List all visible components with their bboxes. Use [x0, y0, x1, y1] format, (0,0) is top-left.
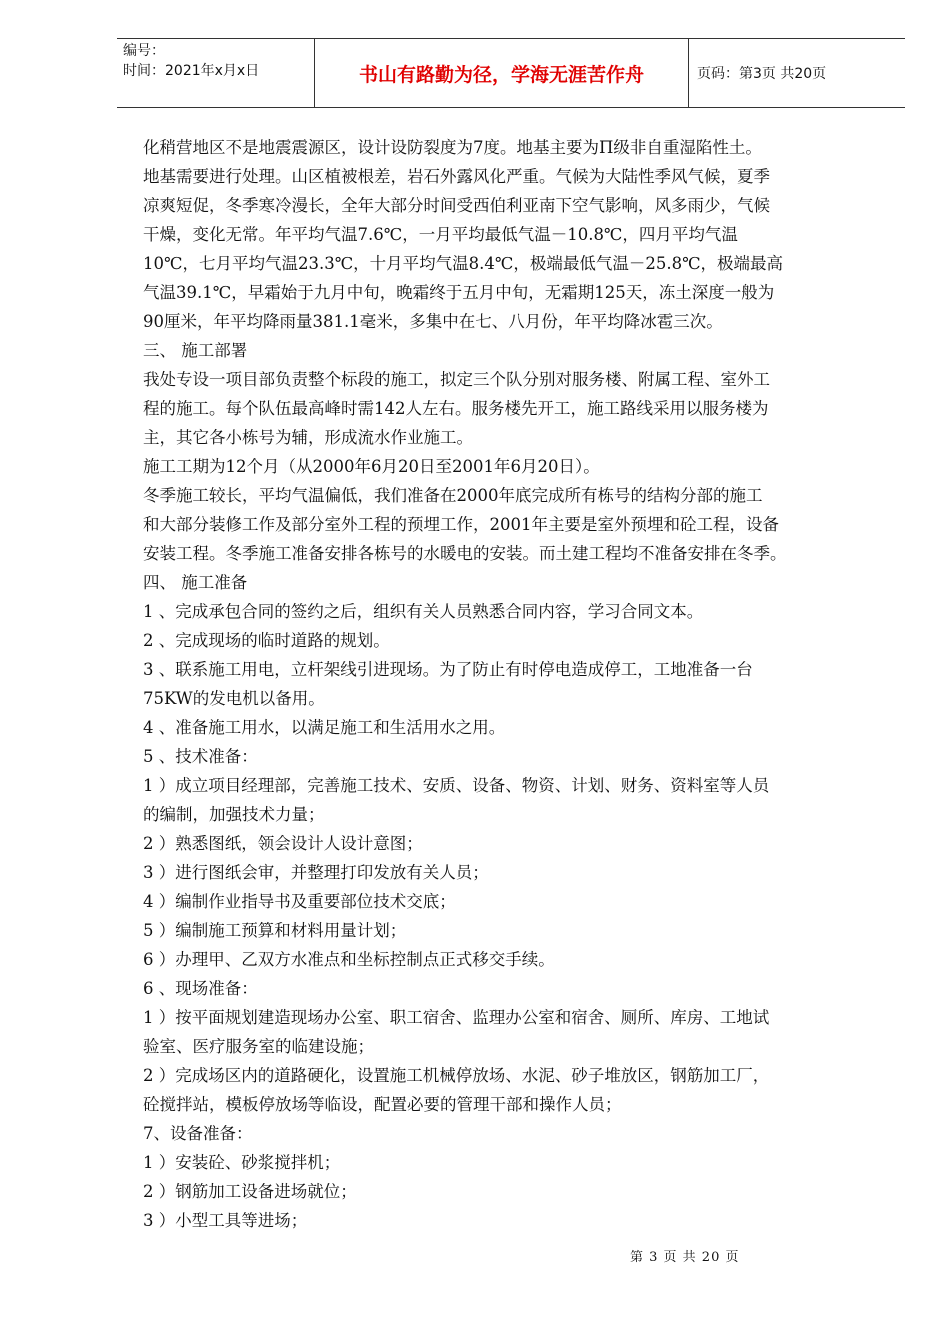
- text-line: 1 ）安装砼、砂浆搅拌机；: [143, 1153, 341, 1172]
- text-line: 施工工期为12个月（从2000年6月20日至2001年6月20日）。: [143, 457, 600, 476]
- text-line: 75KW的发电机以备用。: [143, 689, 325, 708]
- text-line: 安装工程。冬季施工准备安排各栋号的水暖电的安装。而土建工程均不准备安排在冬季。: [143, 544, 787, 563]
- text-line: 我处专设一项目部负责整个标段的施工，拟定三个队分别对服务楼、附属工程、室外工: [143, 370, 770, 389]
- text-line: 1 ）成立项目经理部，完善施工技术、安质、设备、物资、计划、财务、资料室等人员: [143, 776, 770, 795]
- text-line: 程的施工。每个队伍最高峰时需142人左右。服务楼先开工，施工路线采用以服务楼为: [143, 399, 769, 418]
- text-line: 7、设备准备：: [143, 1124, 253, 1143]
- section-heading: 三、 施工部署: [143, 341, 248, 360]
- text-line: 10℃，七月平均气温23.3℃，十月平均气温8.4℃，极端最低气温－25.8℃，极端最高: [143, 254, 784, 273]
- text-line: 和大部分装修工作及部分室外工程的预埋工作，2001年主要是室外预埋和砼工程，设备: [143, 515, 779, 534]
- text-line: 验室、医疗服务室的临建设施；: [143, 1037, 374, 1056]
- text-line: 地基需要进行处理。山区植被根差，岩石外露风化严重。气候为大陆性季风气候，夏季: [143, 167, 770, 186]
- text-line: 5 ）编制施工预算和材料用量计划；: [143, 921, 407, 940]
- text-line: 的编制，加强技术力量；: [143, 805, 325, 824]
- text-line: 2 ）钢筋加工设备进场就位；: [143, 1182, 357, 1201]
- document-body: [143, 133, 888, 1235]
- text-line: 3 ）进行图纸会审，并整理打印发放有关人员；: [143, 863, 489, 882]
- text-line: 2 ）熟悉图纸，领会设计人设计意图；: [143, 834, 423, 853]
- text-line: 6 、现场准备：: [143, 979, 258, 998]
- page-footer: 第 3 页 共 20 页: [630, 1250, 740, 1265]
- text-line: 主，其它各小栋号为辅，形成流水作业施工。: [143, 428, 473, 447]
- text-line: 90厘米，年平均降雨量381.1毫米，多集中在七、八月份，年平均降冰雹三次。: [143, 312, 723, 331]
- text-line: 2 ）完成场区内的道路硬化，设置施工机械停放场、水泥、砂子堆放区，钢筋加工厂，: [143, 1066, 770, 1085]
- text-line: 3 ）小型工具等进场；: [143, 1211, 308, 1230]
- number-label: 编号：: [123, 43, 165, 59]
- text-line: 1 ）按平面规划建造现场办公室、职工宿舍、监理办公室和宿舍、厕所、库房、工地试: [143, 1008, 770, 1027]
- text-line: 化稍营地区不是地震震源区，设计设防裂度为7度。地基主要为Π级非自重湿陷性土。: [143, 138, 762, 157]
- text-line: 4 、准备施工用水，以满足施工和生活用水之用。: [143, 718, 506, 737]
- text-line: 干燥，变化无常。年平均气温7.6℃，一月平均最低气温－10.8℃，四月平均气温: [143, 225, 738, 244]
- text-line: 砼搅拌站，模板停放场等临设，配置必要的管理干部和操作人员；: [143, 1095, 622, 1114]
- section-heading: 四、 施工准备: [143, 573, 248, 592]
- text-line: 3 、联系施工用电，立杆架线引进现场。为了防止有时停电造成停工，工地准备一台: [143, 660, 753, 679]
- header-motto: 书山有路勤为径，学海无涯苦作舟: [315, 39, 689, 107]
- text-line: 5 、技术准备：: [143, 747, 258, 766]
- header-meta: [117, 39, 315, 107]
- header-page-info: 页码：第3页 共20页: [697, 66, 827, 82]
- time-label: 时间：2021年x月x日: [123, 63, 260, 79]
- text-line: 气温39.1℃，早霜始于九月中旬，晚霜终于五月中旬，无霜期125天，冻土深度一般为: [143, 283, 775, 302]
- page-header: [117, 38, 905, 108]
- text-line: 凉爽短促，冬季寒冷漫长，全年大部分时间受西伯利亚南下空气影响，风多雨少，气候: [143, 196, 770, 215]
- text-line: 4 ）编制作业指导书及重要部位技术交底；: [143, 892, 456, 911]
- text-line: 2 、完成现场的临时道路的规划。: [143, 631, 390, 650]
- text-line: 6 ）办理甲、乙双方水准点和坐标控制点正式移交手续。: [143, 950, 555, 969]
- text-line: 冬季施工较长，平均气温偏低，我们准备在2000年底完成所有栋号的结构分部的施工: [143, 486, 763, 505]
- text-line: 1 、完成承包合同的签约之后，组织有关人员熟悉合同内容，学习合同文本。: [143, 602, 704, 621]
